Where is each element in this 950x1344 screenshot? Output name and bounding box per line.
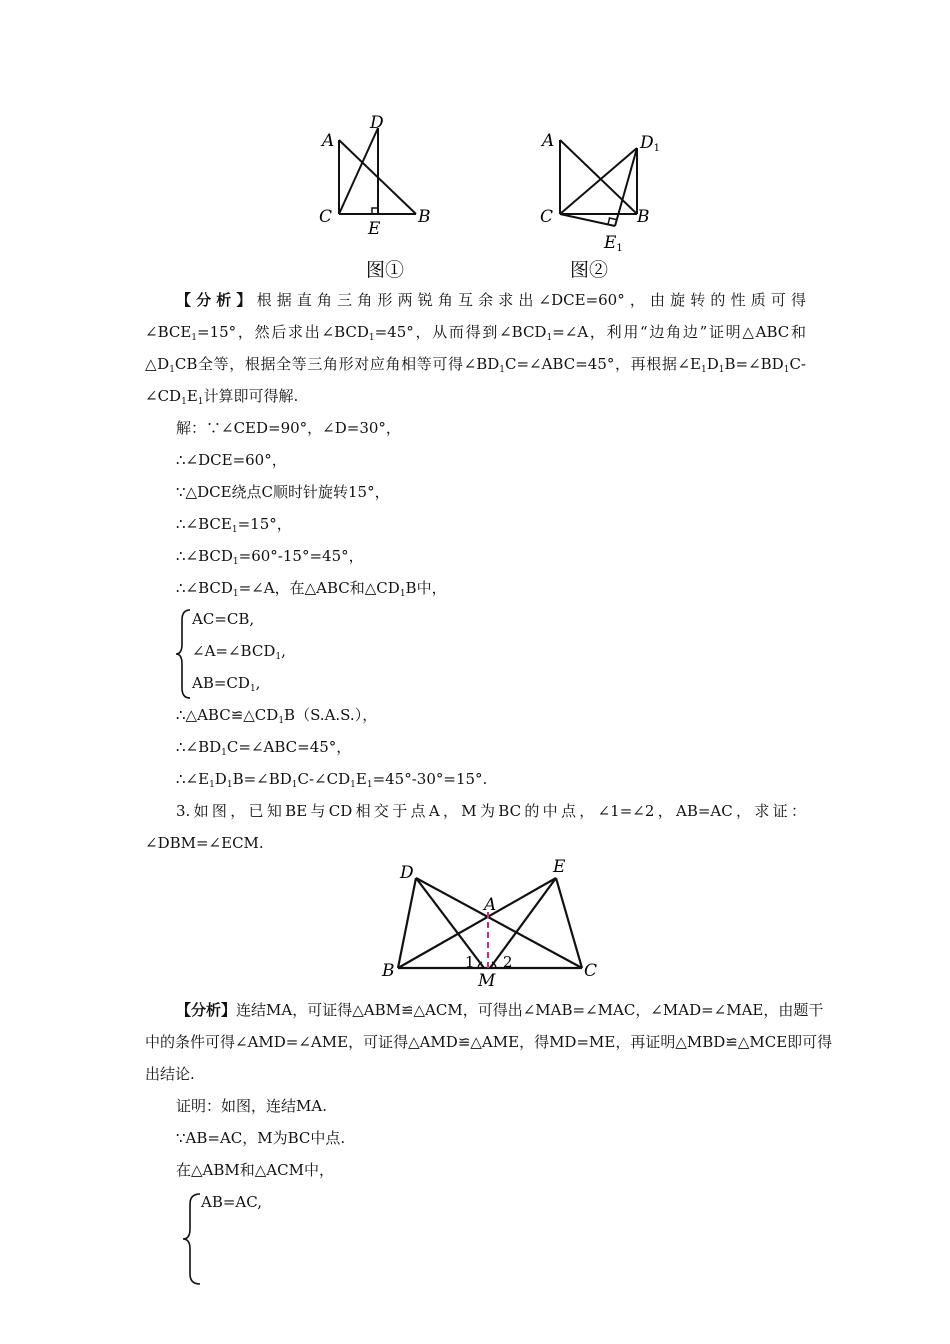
label-C: C xyxy=(540,207,554,227)
brace2-row-1: AB=AC, xyxy=(201,1193,262,1211)
label-A: A xyxy=(484,895,497,915)
analysis1-line3: $\triangle D_1CB$全等，根据全等三角形对应角相等可得$\angle BD_1C=\angle ABC=45^\circ$，再根据$\angle E_1D_1B=\angle BD_1C-$ xyxy=(145,355,806,375)
analysis1-line1: 【分析】根据直角三角形两锐角互余求出∠DCE=60°，由旋转的性质可得 xyxy=(176,291,806,309)
brace1-row-1: AC=CB, xyxy=(192,610,255,628)
problem3-line2: ∠DBM=∠ECM. xyxy=(145,834,264,852)
label-C: C xyxy=(584,961,598,981)
label-B: B xyxy=(418,207,431,227)
solution-line-4: $\therefore\angle BCE_1=15^\circ$， xyxy=(176,515,292,535)
label-D: D xyxy=(400,863,414,883)
analysis3-line2: 中的条件可得∠AMD=∠AME，可证得△AMD≌△AME，得MD=ME，再证明△MBD≌△MCE即可得 xyxy=(145,1033,833,1051)
solution-line-3: ∵△DCE绕点C顺时针旋转15°， xyxy=(176,483,390,501)
solution-line-9: $\therefore\angle E_1D_1B=\angle BD_1C-\angle CD_1E_1=45^\circ-30^\circ=15^\circ$. xyxy=(176,770,488,790)
label-M: M xyxy=(478,971,496,991)
figure-3 xyxy=(376,852,606,992)
label-E: E xyxy=(368,219,381,239)
label-C: C xyxy=(319,207,333,227)
label-2: 2 xyxy=(503,953,513,971)
label-B: B xyxy=(382,961,395,981)
figure-2 xyxy=(528,108,688,283)
solution-line-6: $\therefore\angle BCD_1=\angle A$，在△ABC和$\triangle CD_1B$中， xyxy=(176,579,447,599)
label-E: E xyxy=(553,857,566,877)
proof-line-3: 在△ABM和△ACM中， xyxy=(176,1161,334,1179)
solution-line-2: ∴∠DCE=60°， xyxy=(176,451,287,469)
solution-line-5: $\therefore\angle BCD_1=60^\circ-15^\circ=45^\circ$， xyxy=(176,547,364,567)
label-B: B xyxy=(637,207,650,227)
left-brace xyxy=(174,608,194,700)
figure-1 xyxy=(310,108,460,283)
figure-1-caption: 图① xyxy=(366,259,405,281)
analysis3-line3: 出结论. xyxy=(145,1065,195,1083)
label-D: D xyxy=(370,113,384,133)
solution-line-8: $\therefore\angle BD_1C=\angle ABC=45^\circ$， xyxy=(176,738,352,758)
solution-line-7: $\therefore\triangle ABC≌\triangle CD_1B(S.A.S.)$， xyxy=(176,706,378,726)
label-1: 1 xyxy=(465,953,475,971)
analysis1-line2: $\angle BCE_1=15^\circ$，然后求出$\angle BCD_1=45^\circ$，从而得到$\angle BCD_1=\angle A$，利用“边角边”证明△ABC和 xyxy=(145,323,806,343)
analysis3-line1: 【分析】连结MA，可证得△ABM≌△ACM，可得出∠MAB=∠MAC，∠MAD=∠MAE，由题干 xyxy=(176,1001,824,1019)
brace1-row-3: $AB=CD_1$, xyxy=(192,674,261,694)
figure-2-caption: 图② xyxy=(570,259,609,281)
label-A: A xyxy=(322,131,335,151)
proof-line-1: 证明：如图，连结MA. xyxy=(176,1097,327,1115)
analysis1-line4: $\angle CD_1E_1$计算即可得解. xyxy=(145,387,299,407)
label-E1: E1 xyxy=(604,233,623,254)
problem3-line1: 3.如图，已知BE与CD相交于点A，M为BC的中点，∠1=∠2，AB=AC，求证： xyxy=(176,802,806,820)
brace1-row-2: $\angle A=\angle BCD_1$, xyxy=(192,642,286,662)
solution-line-1: 解：∵∠CED=90°，∠D=30°， xyxy=(176,419,401,437)
label-A: A xyxy=(542,131,555,151)
label-D1: D1 xyxy=(640,133,661,154)
proof-line-2: ∵AB=AC，M为BC中点. xyxy=(176,1129,346,1147)
